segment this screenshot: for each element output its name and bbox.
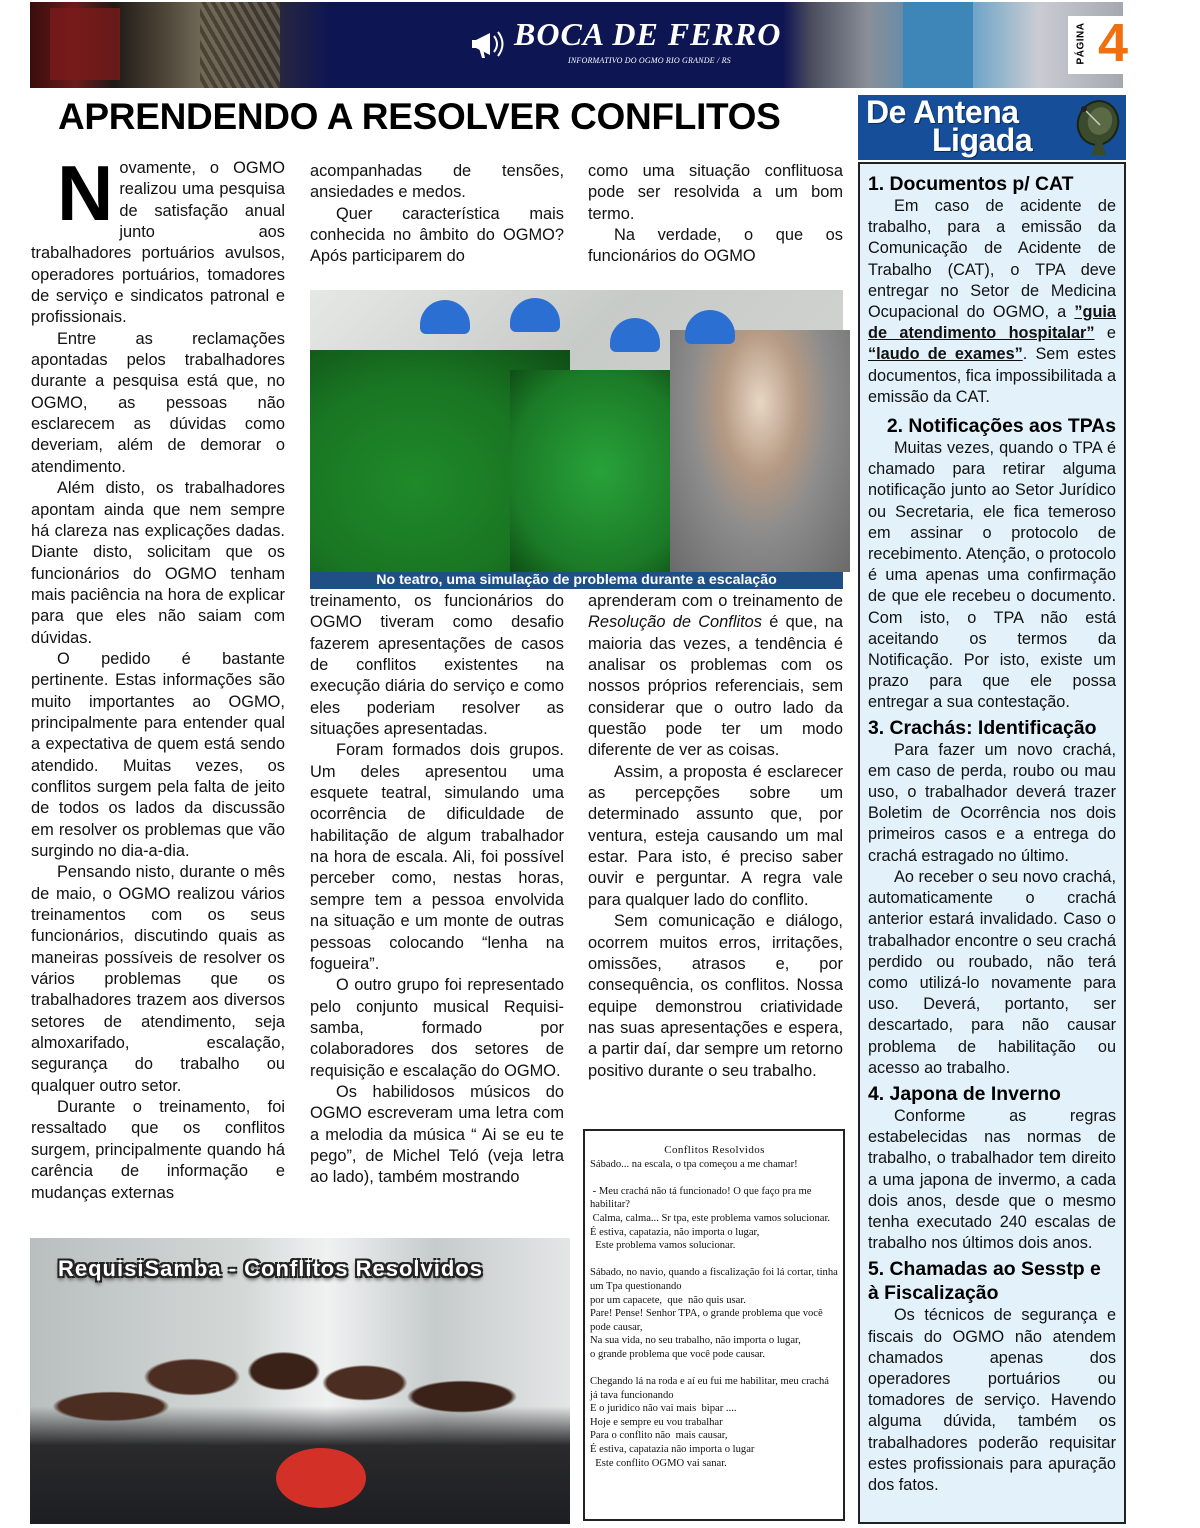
lyrics-line: Sábado... na escala, o tpa começou a me chamar! <box>590 1158 798 1170</box>
paragraph: acompanhadas de tensões, ansiedades e medos. <box>310 162 564 202</box>
section-heading: 3. Crachás: Identificação <box>868 716 1097 739</box>
masthead-banner <box>30 2 1129 88</box>
newsletter-subtitle: INFORMATIVO DO OGMO RIO GRANDE / RS <box>568 56 731 65</box>
article-column-2-bottom <box>310 591 564 1189</box>
lyrics-line: Chegando lá na roda e aí eu fui me habilitar, meu crachá já tava funcionando <box>590 1376 832 1401</box>
drum <box>276 1448 366 1508</box>
drop-cap: N <box>57 149 114 237</box>
lyrics-line: por um capacete, que não quis usar. <box>590 1294 746 1306</box>
lyrics-line: E o juridico não vai mais bipar .... <box>590 1403 737 1415</box>
section-heading: 1. Documentos p/ CAT <box>868 173 1074 195</box>
paragraph: como uma situação conflituosa pode ser resolvida a um bom termo. <box>588 162 843 223</box>
container-image <box>903 2 973 88</box>
section-text: Muitas vezes, quando o TPA é chamado para retirar alguma notificação junto ao Setor Jurídico ou Secretaria, ele fica temeroso em assinar o protocolo de recebimento. Atenção, o protocolo é uma apenas uma confirmação de que ele recebeu o documento. Com isto, o TPA não está aceitando os termos da Notificação. Por isto, existe um prazo para que ele possa entregar a sua contestação. <box>868 439 1116 712</box>
lyrics-line: Hoje e sempre eu vou trabalhar <box>590 1416 723 1428</box>
section-heading: 4. Japona de Inverno <box>868 1082 1061 1105</box>
requisisamba-photo <box>30 1238 570 1524</box>
band-photo-title: RequisiSamba - Conflitos Resolvidos <box>58 1256 483 1281</box>
page-number: 4 <box>1098 13 1129 73</box>
logs-image <box>200 2 280 88</box>
page-label: PÁGINA <box>1075 22 1087 65</box>
article-headline: APRENDENDO A RESOLVER CONFLITOS <box>58 96 781 137</box>
paragraph: Assim, a proposta é esclarecer as percepções sobre um determinado assunto que, por ventura, esteja causando um mal estar. Para isto, é preciso saber ouvir e perguntar. A regra vale para qualquer lado do conflito. <box>588 762 843 909</box>
lyrics-line: o grande problema que você pode causar. <box>590 1348 766 1360</box>
lyrics-line: É estiva, capatazia, não importa o lugar, <box>590 1226 760 1238</box>
section-text: Para fazer um novo crachá, em caso de perda, roubo ou mau uso, o trabalhador deverá trazer Boletim de Ocorrência nos dois primeiros casos e a entrega do crachá estragado no último. <box>868 740 1116 865</box>
section-heading: 2. Notificações aos TPAs <box>886 415 1116 438</box>
paragraph: Os habilidosos músicos do OGMO escreveram uma letra com a melodia da música “ Ai se eu te pego”, de Michel Teló (veja letra ao lado), também mostrando <box>310 1082 564 1187</box>
section-text: Os técnicos de segurança e fiscais do OGMO não atendem chamados apenas dos operadores portuários ou tomadores de serviço. Havendo alguma dúvida, também os trabalhadores poderão requisitar estes profissionais para apuração dos fatos. <box>868 1306 1116 1494</box>
sidebar-de-antena-ligada <box>858 162 1126 1524</box>
newsletter-title: BOCA DE FERRO <box>514 16 782 52</box>
underlined-term: “laudo de exames” <box>868 345 1023 364</box>
lyrics-line <box>590 1171 839 1185</box>
sidebar-header <box>858 95 1126 160</box>
article-column-2-top <box>310 161 564 268</box>
paragraph: Sem comunicação e diálogo, ocorrem muitos erros, irritações, omissões, atrasos e, por consequência, os conflitos. Nossa equipe demonstrou criatividade nas suas apresentações e espera, a partir daí, dar sempre um retorno positivo durante o seu trabalho. <box>588 912 843 1080</box>
photo-caption: No teatro, uma simulação de problema durante a escalação <box>310 572 843 589</box>
sidebar-title-line1: De Antena <box>866 94 1019 130</box>
paragraph: O pedido é bastante pertinente. Estas informações são muito importantes ao OGMO, principalmente para entender qual a expectativa de quem está sendo atendido. Muitas vezes, os conflitos surgem pela falta de jeito de todos os lados da discussão em resolver os problemas que vão surgindo no dia-a-dia. <box>31 649 285 860</box>
paragraph: Na verdade, o que os funcionários do OGMO <box>588 226 843 266</box>
lyrics-line: É estiva, capatazia não importa o lugar <box>590 1444 755 1456</box>
page-indicator <box>1068 13 1136 74</box>
section-text: Ao receber o seu novo crachá, automaticamente o crachá anterior estará invalidado. Caso o trabalhador encontre o seu crachá perdido ou roubado, não terá como utilizá-lo novamente para uso. Deverá, portanto, ser descartado, para não causar problema de habilitação ou acesso ao trabalho. <box>868 867 1116 1077</box>
lyrics-line: Pare! Pense! Senhor TPA, o grande problema que você pode causar, <box>590 1308 826 1333</box>
article-column-3-bottom <box>588 591 843 1082</box>
paragraph: Novamente, o OGMO realizou uma pesquisa de satisfação anual junto aos trabalhadores portuários avulsos, operadores portuários, tomadores de serviço e sindicatos patronal e profissionais. <box>31 149 285 327</box>
paragraph: Foram formados dois grupos. Um deles apresentou uma esquete teatral, simulando uma ocorrência de dificuldade de habilitação de algum trabalhador na hora de escala. Ali, foi possível perceber como, nestas horas, sempre tem a pessoa envolvida na situação e um monte de outras pessoas colocando “lenha na fogueira”. <box>310 741 564 973</box>
lyrics-line: - Meu crachá não tá funcionado! O que faço pra me habilitar? <box>590 1185 815 1211</box>
paragraph: treinamento, os funcionários do OGMO tiveram como desafio fazerem apresentações de casos de conflitos existentes na execução diária do serviço e como eles poderiam resolver as situações apresentadas. <box>310 592 564 739</box>
paragraph: Quer característica mais conhecida no âmbito do OGMO? Após participarem do <box>310 204 564 266</box>
section-heading: 5. Chamadas ao Sesstp e à Fiscalização <box>868 1258 1101 1305</box>
paragraph: Além disto, os trabalhadores apontam ainda que nem sempre há clareza nas explicações dadas. Diante disto, solicitam que os funcionários do OGMO tenham mais paciência na hora de explicar para que eles não saiam com dúvidas. <box>31 479 285 647</box>
section-text: Em caso de acidente de trabalho, para a emissão da Comunicação de Acidente de Trabalho (CAT), o TPA deve entregar no Setor de Medicina Ocupacional do OGMO, a ”guia de atendimento hospitalar” e “laudo de exames”. Sem estes documentos, fica impossibilitada a emissão da CAT. <box>868 197 1116 406</box>
megaphone-icon <box>470 24 510 64</box>
banner-photo-port-left <box>30 2 330 88</box>
underlined-term: ”guia de atendimento hospitalar” <box>868 303 1116 343</box>
lyrics-line: Calma, calma... Sr tpa, este problema vamos solucionar. <box>590 1212 831 1224</box>
older-man <box>670 330 850 572</box>
article-column-1 <box>31 149 285 1204</box>
theater-photo <box>310 290 843 572</box>
lyrics-line: Na sua vida, no seu trabalho, não importa o lugar, <box>590 1335 801 1347</box>
article-column-3-top <box>588 161 843 268</box>
sidebar-title-line2: Ligada <box>932 122 1033 158</box>
lyrics-line: Sábado, no navio, quando a fiscalização foi lá cortar, tinha um Tpa questionando <box>590 1267 841 1292</box>
paragraph: O outro grupo foi representado pelo conjunto musical Requisi-samba, formado por colaboradores dos setores de requisição e escalação do OGMO. <box>310 976 564 1080</box>
lyrics-line <box>590 1362 839 1376</box>
paragraph: Entre as reclamações apontadas pelos trabalhadores durante a pesquisa está que, no OGMO, as pessoas não esclarecem as dúvidas como deveriam, além de demorar o atendimento. <box>31 329 285 476</box>
lyrics-line: Este problema vamos solucionar. <box>590 1240 736 1252</box>
lyrics-box <box>583 1129 845 1521</box>
green-uniform-worker <box>510 370 690 572</box>
blue-helmet <box>420 300 470 334</box>
blue-helmet <box>610 318 660 352</box>
lyrics-line <box>590 1253 839 1267</box>
emphasis-text: Resolução de Conflitos <box>588 613 762 632</box>
blue-helmet <box>510 298 560 332</box>
paragraph: aprenderam com o treinamento de Resolução de Conflitos é que, na maioria das vezes, a tendência é analisar os problemas com os nossos próprios referenciais, sem considerar que o outro lado da questão pode ter um modo diferente de ver as coisas. <box>588 592 843 760</box>
section-text: Conforme as regras estabelecidas nas normas de trabalho, o trabalhador tem direito a uma japona de invermo, a cada dois anos, desde que o mesmo tenha executado 240 escalas de trabalho nos últimos dois anos. <box>868 1106 1116 1253</box>
container-image <box>50 8 120 80</box>
paragraph: Pensando nisto, durante o mês de maio, o OGMO realizou vários treinamentos com os seus funcionários, discutindo quais as maneiras possíveis de resolver os vários problemas que os trabalhadores trazem aos diversos setores de atendimento, seja almoxarifado, escalação, segurança do trabalho ou qualquer outro setor. <box>31 863 285 1095</box>
blue-helmet <box>685 310 735 344</box>
lyrics-title: Conflitos Resolvidos <box>664 1144 765 1156</box>
paragraph: Durante o treinamento, foi ressaltado que os conflitos surgem, principalmente quando há carência de informação e mudanças externas <box>31 1098 285 1202</box>
lyrics-line: Este conflito OGMO vai sanar. <box>590 1457 727 1469</box>
satellite-dish-icon <box>1070 99 1122 157</box>
lyrics-line: Para o conflito não mais causar, <box>590 1430 728 1442</box>
